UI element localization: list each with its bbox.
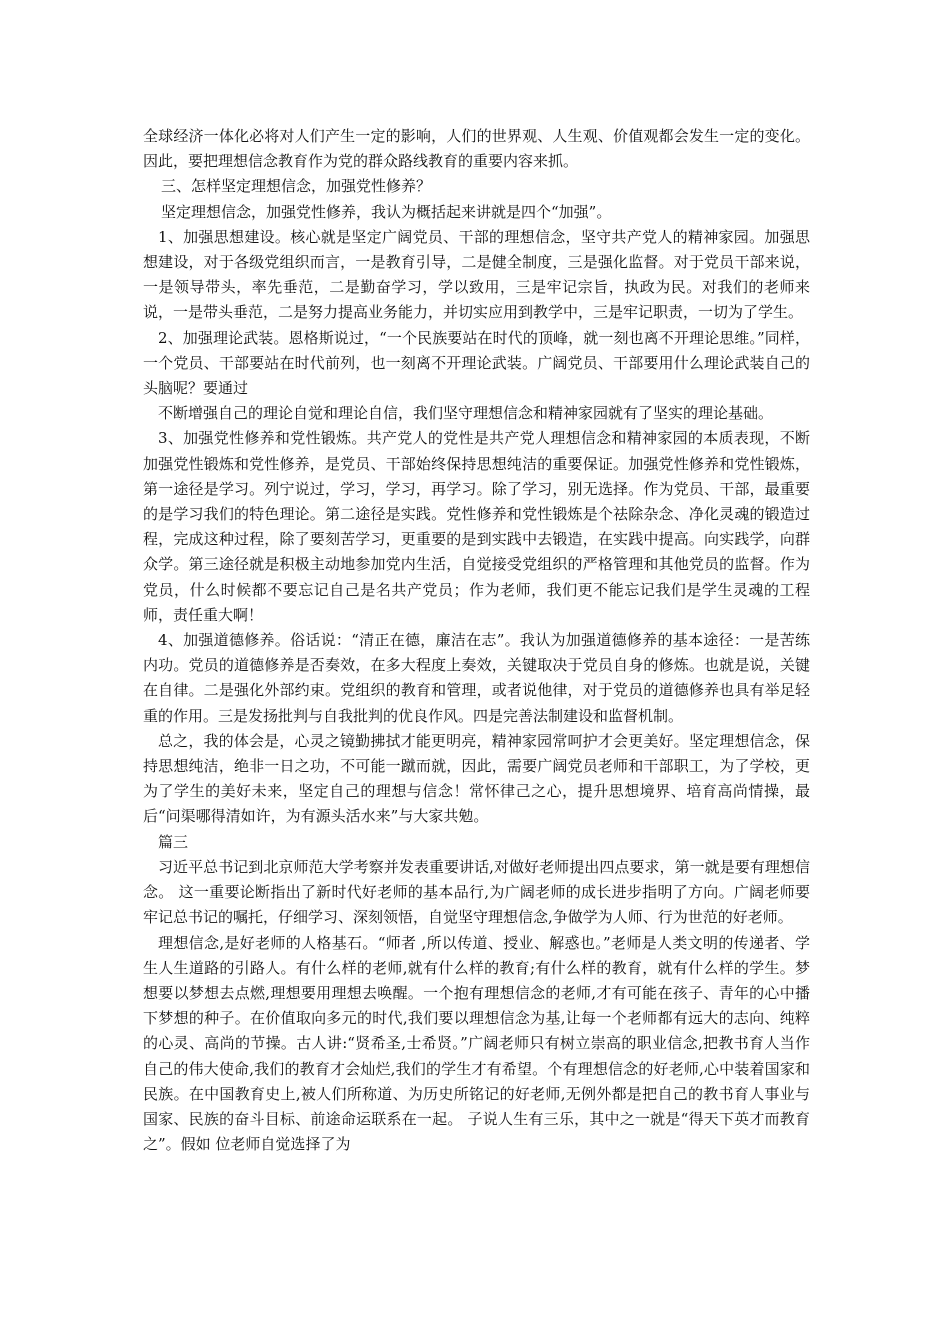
paragraph-point-4: 4、加强道德修养。俗话说：“清正在德，廉洁在志”。我认为加强道德修养的基本途径：一是苦练内功。党员的道德修养是否奏效，在多大程度上奏效，关键取决于党员自身的修炼。也就是说，关键在自律。二是强化外部约束。党组织的教育和管理，或者说他律，对于党员的道德修养也具有举足轻重的作用。三是发扬批判与自我批判的优良作风。四是完善法制建设和监督机制。 [143,631,810,725]
paragraph-ideal-belief: 理想信念,是好老师的人格基石。“师者 ,所以传道、授业、解惑也。”老师是人类文明的传递者、学生人生道路的引路人。有什么样的老师,就有什么样的教育;有什么样的教育，就有什么样的学生。梦想要以梦想去点燃,理想要用理想去唤醒。一个抱有理想信念的老师,才有可能在孩子、青年的心中播下梦想的种子。在价值取向多元的时代,我们要以理想信念为基,让每一个老师都有远大的志向、纯粹的心灵、高尚的节操。古人讲:“贤希圣,士希贤。”广阔老师只有树立崇高的职业信念,把教书育人当作自己的伟大使命,我们的教育才会灿烂,我们的学生才有希望。个有理想信念的好老师,心中装着国家和民族。在中国教育史上,被人们所称道、为历史所铭记的好老师,无例外都是把自己的教书育人事业与国家、民族的奋斗目标、前途命运联系在一起。 子说人生有三乐，其中之一就是“得天下英才而教育之”。假如 位老师自觉选择了为 [143,933,810,1154]
paragraph-intro: 坚定理想信念，加强党性修养，我认为概括起来讲就是四个“加强”。 [161,202,612,221]
section-heading-3: 三、怎样坚定理想信念，加强党性修养？ [161,177,432,196]
paragraph-conclusion: 总之，我的体会是，心灵之镜勤拂拭才能更明亮，精神家园常呵护才会更美好。坚定理想信念，保持思想纯洁，绝非一日之功，不可能一蹴而就，因此，需要广阔党员老师和干部职工，为了学校，更为了学生的美好未来，坚定自己的理想与信念！常怀律己之心，提升思想境界、培育高尚情操，最后“问渠哪得清如许，为有源头活水来”与大家共勉。 [143,731,810,826]
paragraph-point-2-continued: 不断增强自己的理论自觉和理论自信，我们坚守理想信念和精神家园就有了坚实的理论基础。 [158,404,774,423]
paragraph-point-1: 1、加强思想建设。核心就是坚定广阔党员、干部的理想信念，坚守共产党人的精神家园。加强思想建设，对于各级党组织而言，一是教育引导，二是健全制度，三是强化监督。对于党员干部来说，一是领导带头，率先垂范，二是勤奋学习，学以致用，三是牢记宗旨，执政为民。对我们的老师来说，一是带头垂范，二是努力提高业务能力，并切实应用到教学中，三是牢记职责，一切为了学生。 [143,227,810,322]
paragraph-point-2: 2、加强理论武装。恩格斯说过，“一个民族要站在时代的顶峰，就一刻也离不开理论思维。”同样，一个党员、干部要站在时代前列，也一刻离不开理论武装。广阔党员、干部要用什么理论武装自己的头脑呢？要通过 [143,328,810,398]
paragraph-point-3: 3、加强党性修养和党性锻炼。共产党人的党性是共产党人理想信念和精神家园的本质表现，不断加强党性锻炼和党性修养，是党员、干部始终保持思想纯洁的重要保证。加强党性修养和党性锻炼，第一途径是学习。列宁说过，学习，学习，再学习。除了学习，别无选择。作为党员、干部，最重要的是学习我们的特色理论。第二途径是实践。党性修养和党性锻炼是个祛除杂念、净化灵魂的锻造过程，完成这种过程，除了要刻苦学习，更重要的是到实践中去锻造，在实践中提高。向实践学，向群众学。第三途径就是积极主动地参加党内生活，自觉接受党组织的严格管理和其他党员的监督。作为党员，什么时候都不要忘记自己是名共产党员；作为老师，我们更不能忘记我们是学生灵魂的工程师，责任重大啊！ [143,429,810,624]
paragraph-1: 全球经济一体化必将对人们产生一定的影响，人们的世界观、人生观、价值观都会发生一定的变化。因此，要把理想信念教育作为党的群众路线教育的重要内容来抓。 [143,127,810,171]
paragraph-xi-speech: 习近平总书记到北京师范大学考察并发表重要讲话,对做好老师提出四点要求，第一就是要有理想信念。 这一重要论断指出了新时代好老师的基本品行,为广阔老师的成长进步指明了方向。广阔老师要牢记总书记的嘱托，仔细学习、深刻领悟，自觉坚守理想信念,争做学为人师、行为世范的好老师。 [143,857,810,927]
document-page [143,124,810,1157]
section-title-pian-san: 篇三 [158,832,189,851]
